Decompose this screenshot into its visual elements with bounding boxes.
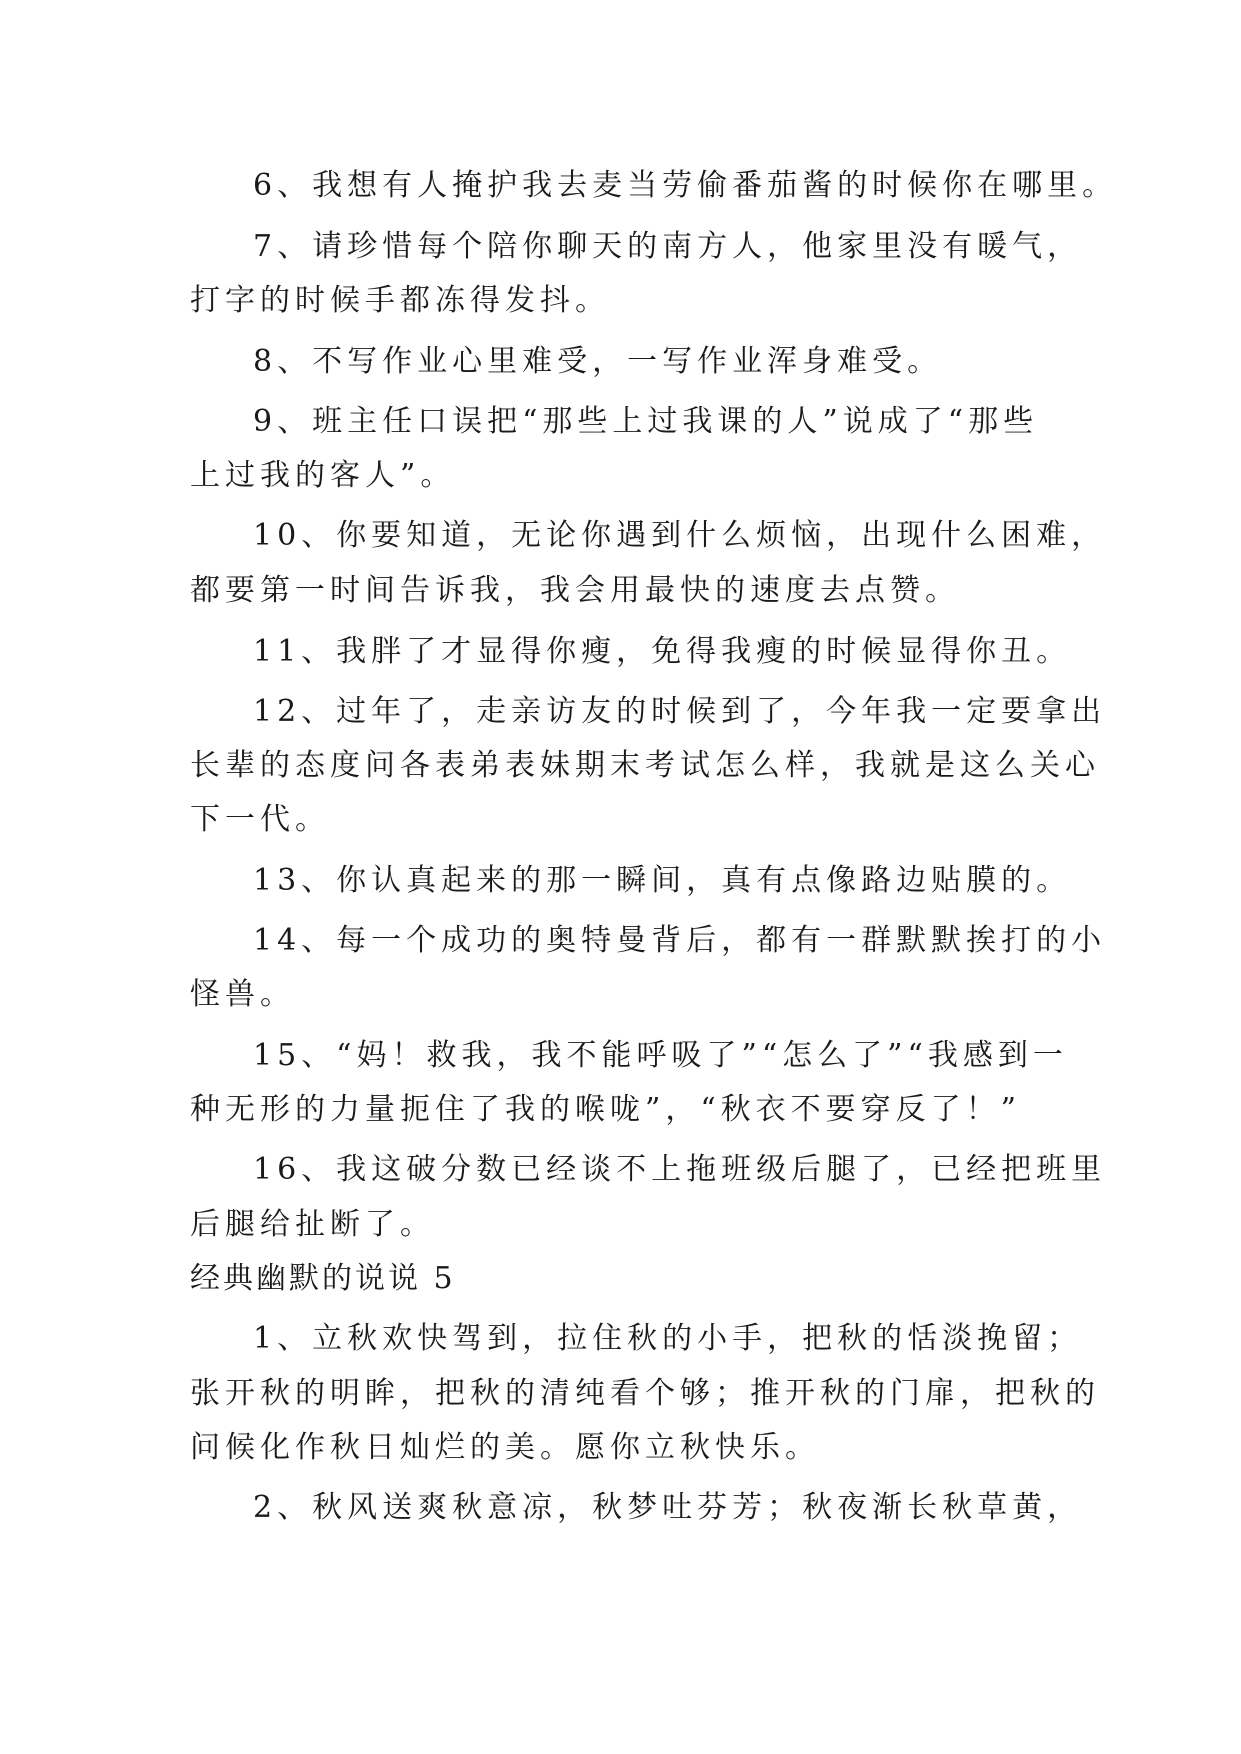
- text-line: 上过我的客人”。: [190, 458, 456, 493]
- text-line: 长辈的态度问各表弟表妹期末考试怎么样，我就是这么关心: [190, 748, 1100, 783]
- section-heading: 经典幽默的说说 5: [190, 1261, 456, 1296]
- text-line: 种无形的力量扼住了我的喉咙”，“秋衣不要穿反了！”: [190, 1092, 1022, 1127]
- text-line: 打字的时候手都冻得发抖。: [190, 283, 610, 318]
- text-line: 6、我想有人掩护我去麦当劳偷番茄酱的时候你在哪里。: [253, 168, 1118, 203]
- text-line: 问候化作秋日灿烂的美。愿你立秋快乐。: [190, 1430, 820, 1465]
- text-line: 怪兽。: [190, 977, 295, 1012]
- text-line: 下一代。: [190, 802, 330, 837]
- text-line: 都要第一时间告诉我，我会用最快的速度去点赞。: [190, 573, 960, 608]
- text-line: 张开秋的明眸，把秋的清纯看个够；推开秋的门扉，把秋的: [190, 1376, 1100, 1411]
- text-line: 9、班主任口误把“那些上过我课的人”说成了“那些: [253, 404, 1039, 439]
- text-line: 13、你认真起来的那一瞬间，真有点像路边贴膜的。: [253, 863, 1072, 898]
- text-line: 15、“妈！救我，我不能呼吸了”“怎么了”“我感到一: [253, 1038, 1068, 1073]
- text-line: 后腿给扯断了。: [190, 1207, 435, 1242]
- text-line: 8、不写作业心里难受，一写作业浑身难受。: [253, 344, 943, 379]
- text-line: 16、我这破分数已经谈不上拖班级后腿了，已经把班里: [253, 1152, 1107, 1187]
- text-line: 10、你要知道，无论你遇到什么烦恼，出现什么困难，: [253, 518, 1107, 553]
- text-line: 14、每一个成功的奥特曼背后，都有一群默默挨打的小: [253, 923, 1107, 958]
- text-line: 1、立秋欢快驾到，拉住秋的小手，把秋的恬淡挽留；: [253, 1321, 1083, 1356]
- text-line: 12、过年了，走亲访友的时候到了，今年我一定要拿出: [253, 694, 1107, 729]
- text-line: 2、秋风送爽秋意凉，秋梦吐芬芳；秋夜渐长秋草黄，: [253, 1490, 1083, 1525]
- text-line: 7、请珍惜每个陪你聊天的南方人，他家里没有暖气，: [253, 229, 1083, 264]
- text-line: 11、我胖了才显得你瘦，免得我瘦的时候显得你丑。: [253, 634, 1072, 669]
